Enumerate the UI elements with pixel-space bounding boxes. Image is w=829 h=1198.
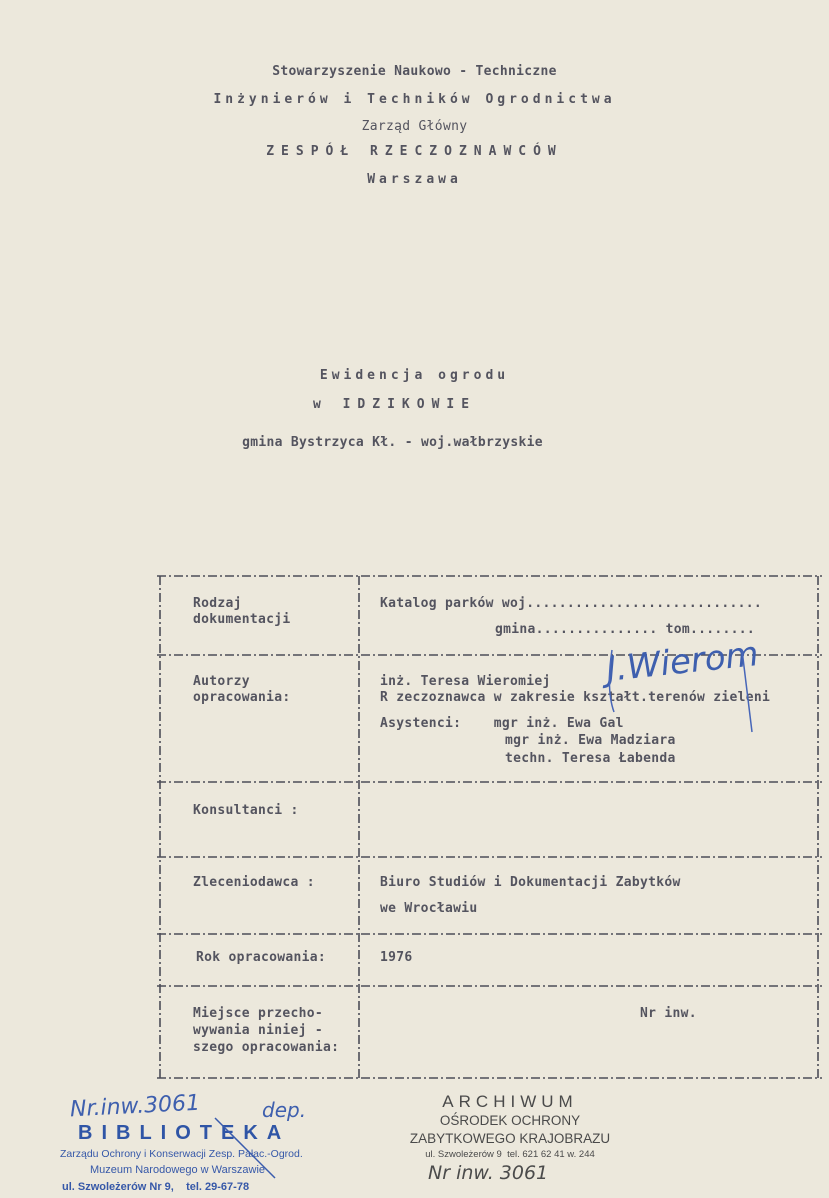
label-consultants: Konsultanci : <box>193 803 299 818</box>
title-commune: gmina Bystrzyca Kł. - woj.wałbrzyskie <box>242 435 543 450</box>
stamp-library-title: BIBLIOTEKA <box>78 1122 291 1144</box>
value-commissioner-2: we Wrocławiu <box>380 901 478 916</box>
value-inventory-number: Nr inw. <box>640 1006 697 1021</box>
stamp-archive-line3: ZABYTKOWEGO KRAJOBRAZU <box>409 1131 611 1146</box>
header-engineers: Inżynierów i Techników Ogrodnictwa <box>213 92 616 107</box>
value-author-role: R zeczoznawca w zakresie kształt.terenów zieleni <box>380 690 771 705</box>
label-documentation-type-1: Rodzaj <box>193 596 242 611</box>
value-assistants-1: Asystenci: mgr inż. Ewa Gal <box>380 716 624 731</box>
stamp-archive-line2: OŚRODEK OCHRONY <box>439 1113 581 1128</box>
value-park-catalog: Katalog parków woj............................. <box>380 596 762 611</box>
title-location: w IDZIKOWIE <box>312 397 477 412</box>
stamp-library-line1: Zarządu Ochrony i Konserwacji Zesp. Pałac.-Ogrod. <box>60 1148 303 1160</box>
stamp-library-line3: ul. Szwoleżerów Nr 9, tel. 29-67-78 <box>62 1181 250 1193</box>
stamp-archive-line4: ul. Szwoleżerów 9 tel. 621 62 41 w. 244 <box>425 1149 595 1160</box>
handwritten-inventory-bottom: Nr inw. 3061 <box>428 1162 549 1184</box>
header-city: Warszawa <box>367 172 462 187</box>
value-assistants-2: mgr inż. Ewa Madziara <box>505 733 676 748</box>
title-register: Ewidencja ogrodu <box>319 368 510 383</box>
label-year: Rok opracowania: <box>196 950 327 965</box>
value-commune-volume: gmina............... tom........ <box>495 622 756 637</box>
header-association: Stowarzyszenie Naukowo - Techniczne <box>272 64 557 79</box>
label-authors-1: Autorzy <box>193 674 250 689</box>
label-storage-1: Miejsce przecho- <box>193 1006 324 1021</box>
header-experts-team: ZESPÓŁ RZECZOZNAWCÓW <box>266 144 563 159</box>
stamp-archive-title: ARCHIWUM <box>442 1092 578 1111</box>
value-assistants-3: techn. Teresa Łabenda <box>505 751 676 766</box>
label-authors-2: opracowania: <box>193 690 291 705</box>
label-storage-2: wywania niniej - <box>193 1023 324 1038</box>
label-commissioner: Zleceniodawca : <box>193 875 315 890</box>
value-author-name: inż. Teresa Wieromiej <box>380 674 551 689</box>
value-commissioner-1: Biuro Studiów i Dokumentacji Zabytków <box>380 875 681 890</box>
author-signature: J.Wierom <box>604 634 761 690</box>
handwritten-deposit: dep. <box>262 1098 307 1122</box>
label-storage-3: szego opracowania: <box>193 1040 340 1055</box>
header-board: Zarząd Główny <box>361 119 468 134</box>
handwritten-inventory-top: Nr.inw.3061 <box>69 1090 201 1123</box>
stamp-library-line2: Muzeum Narodowego w Warszawie <box>90 1164 266 1176</box>
value-year: 1976 <box>380 950 413 965</box>
label-documentation-type-2: dokumentacji <box>193 612 291 627</box>
